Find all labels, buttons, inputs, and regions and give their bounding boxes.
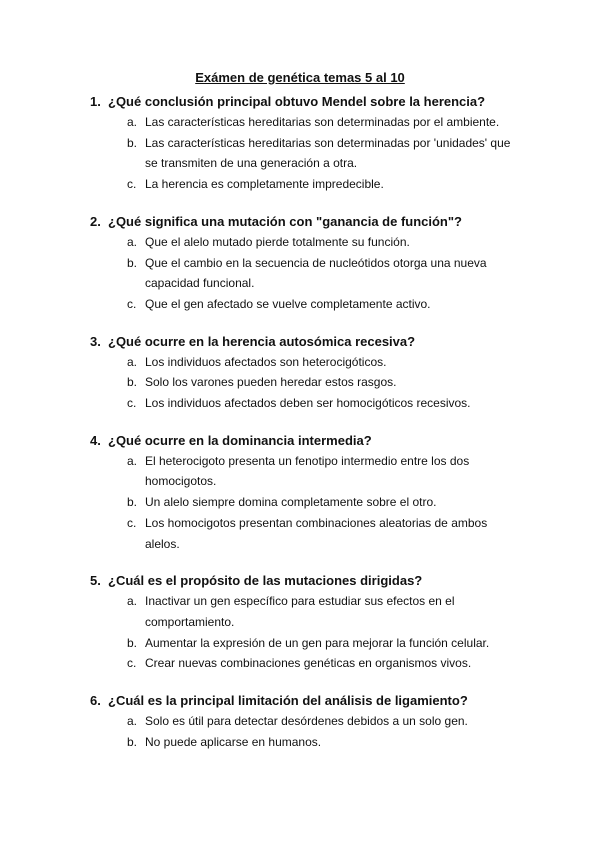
question-heading	[0, 92, 600, 112]
question-heading	[0, 571, 600, 591]
question-5	[0, 571, 600, 674]
option-text: Solo los varones pueden heredar estos rasgos.	[145, 375, 397, 390]
question-number: 6.	[90, 693, 101, 709]
option-letter: a.	[127, 594, 138, 609]
question-text: ¿Qué ocurre en la herencia autosómica recesiva?	[108, 333, 416, 349]
option-text: Que el cambio en la secuencia de nucleótidos otorga una nueva capacidad funcional.	[145, 255, 487, 291]
question-text: ¿Qué significa una mutación con "ganancia de función"?	[108, 213, 462, 229]
answer-option	[0, 711, 600, 732]
question-number: 1.	[90, 94, 101, 109]
answer-option	[0, 352, 600, 373]
answer-option	[0, 253, 600, 294]
option-letter: b.	[127, 255, 138, 270]
question-heading	[0, 212, 600, 232]
question-heading	[0, 332, 600, 352]
option-letter: a.	[127, 354, 138, 369]
question-number: 3.	[90, 333, 101, 349]
question-text: ¿Cuál es el propósito de las mutaciones dirigidas?	[108, 573, 423, 589]
question-6	[0, 691, 600, 752]
option-text: Los individuos afectados son heterocigóticos.	[145, 354, 387, 369]
option-text: La herencia es completamente impredecible.	[145, 177, 384, 192]
option-letter: a.	[127, 115, 138, 129]
question-heading	[0, 691, 600, 711]
option-letter: c.	[127, 396, 137, 411]
question-2	[0, 212, 600, 315]
question-heading	[0, 431, 600, 451]
answer-option	[0, 653, 600, 674]
option-text: Que el gen afectado se vuelve completamente activo.	[145, 296, 431, 311]
option-letter: b.	[127, 375, 138, 390]
question-text: ¿Qué conclusión principal obtuvo Mendel sobre la herencia?	[108, 94, 486, 109]
question-1	[0, 92, 600, 195]
answer-option	[0, 732, 600, 753]
option-text: El heterocigoto presenta un fenotipo intermedio entre los dos homocigotos.	[145, 453, 470, 489]
option-letter: b.	[127, 734, 138, 749]
option-text: Las características hereditarias son determinadas por el ambiente.	[145, 115, 500, 129]
option-text: Los homocigotos presentan combinaciones aleatorias de ambos alelos.	[145, 515, 488, 551]
option-letter: c.	[127, 515, 137, 530]
option-letter: a.	[127, 234, 138, 249]
question-4	[0, 431, 600, 555]
option-text: Inactivar un gen específico para estudiar sus efectos en el comportamiento.	[145, 594, 455, 629]
question-number: 5.	[90, 573, 101, 589]
answer-option	[0, 294, 600, 315]
option-letter: c.	[127, 177, 137, 192]
answer-option	[0, 451, 600, 492]
option-text: Los individuos afectados deben ser homocigóticos recesivos.	[145, 396, 471, 411]
answer-option	[0, 232, 600, 253]
answer-option	[0, 174, 600, 195]
answer-option	[0, 513, 600, 554]
option-letter: b.	[127, 135, 138, 150]
option-letter: c.	[127, 656, 137, 671]
answer-option	[0, 492, 600, 513]
answer-option	[0, 372, 600, 393]
question-list	[0, 92, 600, 769]
answer-option	[0, 112, 600, 133]
answer-option	[0, 633, 600, 654]
exam-title: Exámen de genética temas 5 al 10	[195, 70, 405, 85]
option-text: Solo es útil para detectar desórdenes debidos a un solo gen.	[145, 714, 468, 729]
option-letter: c.	[127, 296, 137, 311]
question-3	[0, 332, 600, 414]
question-number: 2.	[90, 213, 101, 229]
option-letter: a.	[127, 714, 138, 729]
option-text: Un alelo siempre domina completamente sobre el otro.	[145, 495, 437, 510]
option-text: Que el alelo mutado pierde totalmente su función.	[145, 234, 410, 249]
question-number: 4.	[90, 432, 101, 448]
option-letter: b.	[127, 495, 138, 510]
option-text: Aumentar la expresión de un gen para mejorar la función celular.	[145, 635, 490, 650]
answer-option	[0, 591, 600, 632]
question-text: ¿Qué ocurre en la dominancia intermedia?	[108, 432, 372, 448]
answer-option	[0, 133, 600, 174]
option-letter: a.	[127, 453, 138, 468]
option-text: No puede aplicarse en humanos.	[145, 734, 322, 749]
question-text: ¿Cuál es la principal limitación del análisis de ligamiento?	[108, 693, 468, 709]
option-text: Las características hereditarias son determinadas por 'unidades' que se transmiten de una generación a otra.	[145, 135, 511, 171]
answer-option	[0, 393, 600, 414]
option-text: Crear nuevas combinaciones genéticas en organismos vivos.	[145, 656, 472, 671]
option-letter: b.	[127, 635, 138, 650]
